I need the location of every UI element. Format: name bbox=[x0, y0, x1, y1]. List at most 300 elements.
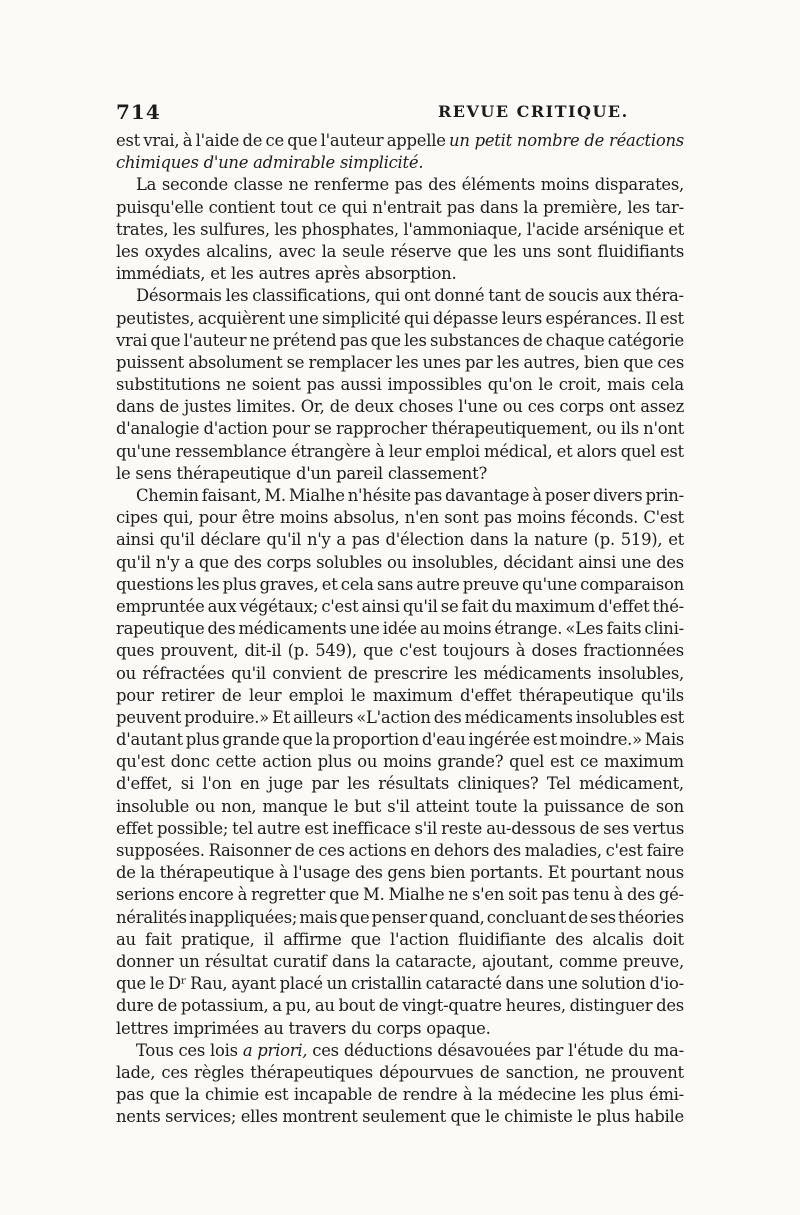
word: oxydes bbox=[144, 241, 201, 261]
word: imprimées bbox=[173, 1018, 259, 1038]
word: classe bbox=[233, 175, 283, 195]
text-line bbox=[116, 907, 684, 929]
word: qu'il bbox=[266, 530, 302, 550]
text-line bbox=[116, 1040, 684, 1062]
text-line bbox=[116, 507, 684, 529]
text-line bbox=[116, 818, 684, 840]
word: pas bbox=[116, 1085, 144, 1105]
text-line bbox=[116, 330, 684, 352]
word: cipes bbox=[116, 508, 158, 528]
word: tel bbox=[232, 818, 253, 838]
word: qu'il bbox=[159, 530, 195, 550]
word: d'élection bbox=[385, 530, 465, 550]
word: thérapeutique bbox=[518, 685, 634, 705]
text-line bbox=[116, 441, 684, 463]
word: moins bbox=[540, 175, 590, 195]
word: ou bbox=[596, 419, 617, 439]
word: de bbox=[294, 841, 315, 860]
word: comme bbox=[558, 951, 618, 971]
word: possible; bbox=[156, 818, 229, 838]
word: produire.» bbox=[184, 707, 269, 727]
text-line bbox=[116, 1106, 684, 1128]
word: ou bbox=[502, 397, 523, 417]
word: cataracté bbox=[425, 974, 502, 994]
word: la bbox=[477, 1085, 493, 1105]
word: insolubles bbox=[575, 707, 657, 727]
word: au bbox=[314, 996, 335, 1016]
word: Tous bbox=[136, 1040, 174, 1060]
word: et bbox=[668, 219, 684, 239]
word: d'autant bbox=[116, 730, 183, 750]
word: lade, bbox=[116, 1062, 156, 1082]
word: d'effet, bbox=[116, 774, 173, 794]
text-line bbox=[116, 174, 684, 196]
word: du bbox=[628, 1040, 649, 1060]
word: moindre.» bbox=[559, 730, 642, 750]
word: étrangère bbox=[290, 441, 371, 461]
word: résultats bbox=[378, 774, 450, 794]
word: prin- bbox=[645, 486, 684, 505]
word: prescrire bbox=[373, 663, 448, 683]
word: soient bbox=[251, 375, 301, 395]
word: une bbox=[621, 552, 652, 572]
word: grande bbox=[222, 730, 280, 750]
word: services; bbox=[165, 1107, 237, 1127]
word: catégorie bbox=[607, 330, 684, 350]
word: actions bbox=[348, 841, 407, 860]
word: et bbox=[556, 441, 573, 461]
word: des bbox=[656, 996, 684, 1016]
word: n'y bbox=[155, 552, 180, 572]
text-line bbox=[116, 840, 684, 862]
word: que bbox=[282, 730, 313, 750]
word: des bbox=[493, 841, 521, 860]
text-line bbox=[116, 219, 684, 241]
word: pas bbox=[446, 197, 475, 217]
word: n'en bbox=[404, 508, 439, 528]
word: mais bbox=[607, 375, 646, 395]
word: pour bbox=[271, 419, 310, 439]
word: la bbox=[375, 951, 390, 971]
word: à bbox=[374, 441, 385, 461]
word: déductions bbox=[343, 1040, 433, 1060]
word: aux bbox=[602, 286, 632, 306]
word: ces bbox=[178, 1040, 206, 1060]
word: est bbox=[304, 818, 329, 838]
text-line bbox=[116, 1018, 684, 1040]
word: pas bbox=[339, 330, 368, 350]
word: corps bbox=[376, 1018, 422, 1038]
word: ques bbox=[116, 641, 155, 661]
word: ne bbox=[585, 1062, 605, 1082]
word: pas bbox=[483, 508, 512, 528]
word: empruntée bbox=[116, 596, 205, 616]
word: tar- bbox=[655, 197, 684, 217]
word: de bbox=[522, 330, 543, 350]
word: Or, bbox=[300, 397, 325, 417]
word: croit, bbox=[558, 375, 602, 395]
text-line bbox=[116, 263, 684, 285]
word: pas bbox=[414, 486, 442, 505]
word: à bbox=[237, 885, 248, 905]
word: Il bbox=[645, 308, 657, 328]
body-text bbox=[116, 130, 684, 1128]
word: du bbox=[351, 1018, 372, 1038]
word: les bbox=[274, 219, 297, 239]
word: lois bbox=[210, 1040, 238, 1060]
word: désavouées bbox=[437, 1040, 531, 1060]
word: les bbox=[116, 241, 139, 261]
text-line bbox=[116, 596, 684, 618]
word: ces bbox=[161, 1062, 188, 1082]
text-line bbox=[116, 574, 684, 596]
word: pour bbox=[198, 508, 237, 528]
text-line bbox=[116, 884, 684, 906]
word: ou bbox=[195, 796, 216, 816]
word: le bbox=[116, 463, 131, 483]
word: seule bbox=[342, 241, 385, 261]
word: 549), bbox=[315, 641, 357, 661]
word: à bbox=[182, 131, 193, 150]
word: que bbox=[116, 974, 146, 994]
word: dépourvues bbox=[379, 1062, 474, 1082]
word: contient bbox=[208, 197, 275, 217]
word: moins bbox=[383, 752, 432, 772]
word: limites. bbox=[236, 397, 296, 417]
word: substances bbox=[429, 330, 520, 350]
word: des bbox=[207, 619, 236, 639]
word: au bbox=[116, 929, 136, 949]
word: dépasse bbox=[432, 308, 499, 328]
word: aux bbox=[207, 596, 237, 616]
word: remplacer bbox=[308, 352, 392, 372]
text-line bbox=[116, 197, 684, 219]
word: plus bbox=[596, 1107, 630, 1127]
word: à bbox=[278, 863, 289, 883]
word: que bbox=[198, 552, 229, 572]
word: autres bbox=[258, 264, 310, 284]
word: ne bbox=[226, 375, 246, 395]
word: phosphates, bbox=[301, 219, 399, 239]
word: immédiats, bbox=[116, 264, 206, 284]
word: d'action bbox=[203, 419, 268, 439]
word: des bbox=[656, 552, 684, 572]
word: La bbox=[136, 175, 157, 195]
word: serions bbox=[116, 885, 175, 905]
word: qui bbox=[403, 308, 430, 328]
word: théories bbox=[618, 907, 684, 927]
word: Tel bbox=[546, 774, 571, 794]
word: moins bbox=[517, 508, 566, 528]
word: dit-il bbox=[244, 641, 282, 661]
word: que bbox=[370, 330, 401, 350]
word: affirme bbox=[283, 929, 342, 949]
word: sont bbox=[444, 508, 479, 528]
word: cliniques? bbox=[457, 774, 539, 794]
word: simplicité bbox=[322, 308, 401, 328]
word: les bbox=[581, 1085, 605, 1105]
word: les bbox=[496, 352, 520, 372]
word: soit bbox=[508, 885, 538, 905]
word: les bbox=[627, 197, 650, 217]
word: médicaments bbox=[464, 707, 573, 727]
word: cela bbox=[650, 375, 684, 395]
text-line bbox=[116, 640, 684, 662]
word: incapable bbox=[293, 1085, 373, 1105]
word: maladies, bbox=[524, 841, 602, 860]
word: Chemin bbox=[136, 486, 199, 505]
word: de bbox=[242, 131, 263, 150]
word: bien bbox=[584, 352, 619, 372]
word: de bbox=[347, 663, 368, 683]
word: soucis bbox=[548, 286, 599, 306]
word: thérapeutique bbox=[159, 863, 275, 883]
text-line bbox=[116, 729, 684, 751]
word: toujours bbox=[442, 641, 510, 661]
word: cataracte, bbox=[395, 951, 477, 971]
word: ces bbox=[657, 352, 684, 372]
word: leur bbox=[248, 685, 282, 705]
word: plus bbox=[185, 730, 220, 750]
word: de bbox=[157, 996, 178, 1016]
word: classement? bbox=[387, 463, 487, 483]
word: chimie bbox=[204, 1085, 259, 1105]
word: les bbox=[493, 241, 517, 261]
word: la bbox=[315, 730, 330, 750]
word: si bbox=[180, 774, 194, 794]
word: potassium, bbox=[180, 996, 269, 1016]
word: ce bbox=[265, 131, 284, 150]
word: tant bbox=[488, 286, 521, 306]
word: pas bbox=[351, 530, 380, 550]
word: par bbox=[535, 1040, 564, 1060]
word: s'en bbox=[472, 885, 505, 905]
word: que bbox=[329, 885, 360, 905]
word: qu'il bbox=[402, 596, 438, 616]
word: est bbox=[660, 707, 684, 727]
word: que bbox=[350, 929, 381, 949]
word: réserve bbox=[390, 241, 452, 261]
word: absolument bbox=[188, 352, 283, 372]
page-header bbox=[116, 100, 686, 130]
word: première, bbox=[543, 197, 623, 217]
word: l'auteur bbox=[320, 131, 384, 150]
word: ayant bbox=[231, 974, 276, 994]
word: règles bbox=[194, 1062, 245, 1082]
word: de bbox=[378, 996, 399, 1016]
word: ou bbox=[387, 552, 407, 572]
text-line bbox=[116, 418, 684, 440]
word: l'on bbox=[202, 774, 232, 794]
word: à bbox=[462, 1085, 473, 1105]
text-line bbox=[116, 685, 684, 707]
word: des bbox=[354, 863, 383, 883]
word: idée bbox=[382, 619, 417, 639]
word: faire bbox=[646, 841, 684, 860]
word: emploi bbox=[425, 441, 480, 461]
word: la bbox=[523, 197, 538, 217]
word: assez bbox=[640, 397, 684, 417]
text-line bbox=[116, 751, 684, 773]
word: déclare bbox=[200, 530, 261, 550]
word: ont bbox=[608, 397, 636, 417]
word: pu, bbox=[285, 996, 312, 1016]
word: supposées. bbox=[116, 841, 205, 860]
word: l'acide bbox=[526, 219, 580, 239]
word: c'est bbox=[399, 641, 437, 661]
word: manque bbox=[262, 796, 328, 816]
text-line bbox=[116, 773, 684, 795]
word: quel bbox=[620, 441, 656, 461]
word: et bbox=[668, 530, 684, 550]
word: rendre bbox=[402, 1085, 458, 1105]
text-line bbox=[116, 374, 684, 396]
word: solution bbox=[581, 974, 646, 994]
word: fait bbox=[145, 929, 172, 949]
word: un petit nombre de réactions bbox=[449, 131, 684, 150]
word: arsénique bbox=[583, 219, 664, 239]
word: portants. bbox=[470, 863, 544, 883]
word: fluidifiante bbox=[458, 929, 546, 949]
word: qu'il bbox=[116, 552, 151, 572]
word: qu'une bbox=[522, 574, 577, 594]
word: doses bbox=[531, 641, 578, 661]
text-line bbox=[116, 973, 684, 995]
word: est bbox=[532, 730, 557, 750]
word: de bbox=[630, 796, 650, 816]
word: ma- bbox=[653, 1040, 684, 1060]
word: d'effet bbox=[460, 685, 512, 705]
text-line bbox=[116, 485, 684, 507]
word: ses bbox=[590, 907, 616, 927]
word: d'effet bbox=[598, 596, 650, 616]
word: ainsi bbox=[116, 530, 154, 550]
word: choses bbox=[398, 397, 454, 417]
word: qu'il bbox=[231, 663, 266, 683]
word: ce bbox=[579, 752, 599, 772]
word: le bbox=[485, 1107, 500, 1127]
word: sont bbox=[557, 241, 592, 261]
text-line bbox=[116, 308, 684, 330]
word: le bbox=[333, 796, 349, 816]
word: thé- bbox=[652, 596, 684, 616]
word: éléments bbox=[461, 175, 536, 195]
word: prétend bbox=[272, 330, 337, 350]
word: se bbox=[286, 352, 305, 372]
word: n'entrait bbox=[372, 197, 442, 217]
word: donner bbox=[116, 951, 174, 971]
word: alors bbox=[576, 441, 617, 461]
text-line bbox=[116, 707, 684, 729]
word: de bbox=[159, 397, 180, 417]
word: sens bbox=[135, 463, 172, 483]
text-line bbox=[116, 929, 684, 951]
word: de bbox=[568, 907, 588, 927]
word: M. bbox=[363, 885, 385, 905]
word: que bbox=[363, 641, 394, 661]
word: le bbox=[350, 685, 366, 705]
word: reste bbox=[441, 818, 483, 838]
text-line bbox=[116, 951, 684, 973]
word: est bbox=[550, 752, 574, 772]
word: inefficace bbox=[332, 818, 411, 838]
word: dans bbox=[505, 974, 544, 994]
word: habile bbox=[634, 1107, 684, 1127]
word: a bbox=[184, 552, 194, 572]
word: substitutions bbox=[116, 375, 221, 395]
word: cette bbox=[215, 752, 257, 772]
word: inappliquées; bbox=[188, 907, 298, 927]
word: ces bbox=[312, 1040, 339, 1060]
word: n'ont bbox=[643, 419, 684, 439]
word: cela bbox=[340, 574, 374, 594]
word: l'une bbox=[458, 397, 498, 417]
word: quel bbox=[509, 752, 545, 772]
word: chimiste bbox=[504, 1107, 573, 1127]
word: leur bbox=[388, 441, 422, 461]
word: mais bbox=[299, 907, 338, 927]
word: ces bbox=[318, 841, 345, 860]
word: action bbox=[262, 752, 312, 772]
word: «Les bbox=[565, 619, 604, 639]
word: puisqu'elle bbox=[116, 197, 204, 217]
word: juge bbox=[268, 774, 303, 794]
word: les bbox=[196, 574, 220, 594]
word: Raisonner bbox=[208, 841, 291, 860]
word: qu'est bbox=[116, 752, 165, 772]
text-line bbox=[116, 1084, 684, 1106]
text-line bbox=[116, 796, 684, 818]
word: fluidifiants bbox=[597, 241, 684, 261]
word: faisant, bbox=[201, 486, 262, 505]
word: puissance bbox=[543, 796, 624, 816]
word: plus bbox=[609, 1085, 644, 1105]
word: que bbox=[339, 907, 370, 927]
word: ainsi bbox=[578, 552, 617, 572]
word: qu'une bbox=[116, 441, 171, 461]
word: dans bbox=[469, 530, 509, 550]
word: par bbox=[465, 352, 493, 372]
word: rapeutique bbox=[116, 619, 205, 639]
word: se bbox=[314, 419, 332, 439]
word: ainsi bbox=[361, 596, 400, 616]
word: de bbox=[524, 286, 545, 306]
word: corps bbox=[266, 552, 312, 572]
word: une bbox=[288, 308, 319, 328]
word: d'analogie bbox=[116, 419, 200, 439]
word: chimiques d'une admirable simplicité. bbox=[116, 153, 424, 173]
word: du bbox=[491, 596, 512, 616]
word: médicaments bbox=[483, 663, 592, 683]
word: (p. bbox=[287, 641, 309, 661]
word: thérapeutiquement, bbox=[431, 419, 593, 439]
word: heures, bbox=[505, 996, 566, 1016]
word: le bbox=[538, 375, 553, 395]
word: la bbox=[184, 1085, 200, 1105]
word: ou bbox=[116, 663, 136, 683]
text-line bbox=[116, 995, 684, 1017]
word: tout bbox=[280, 197, 313, 217]
word: dehors bbox=[433, 841, 490, 860]
word: que bbox=[457, 241, 488, 261]
word: maximum bbox=[604, 752, 684, 772]
word: uns bbox=[522, 241, 551, 261]
word: des bbox=[428, 175, 456, 195]
word: néralités bbox=[116, 907, 187, 927]
word: clini- bbox=[644, 619, 684, 639]
word: solubles bbox=[316, 552, 383, 572]
word: disparates, bbox=[594, 175, 684, 195]
